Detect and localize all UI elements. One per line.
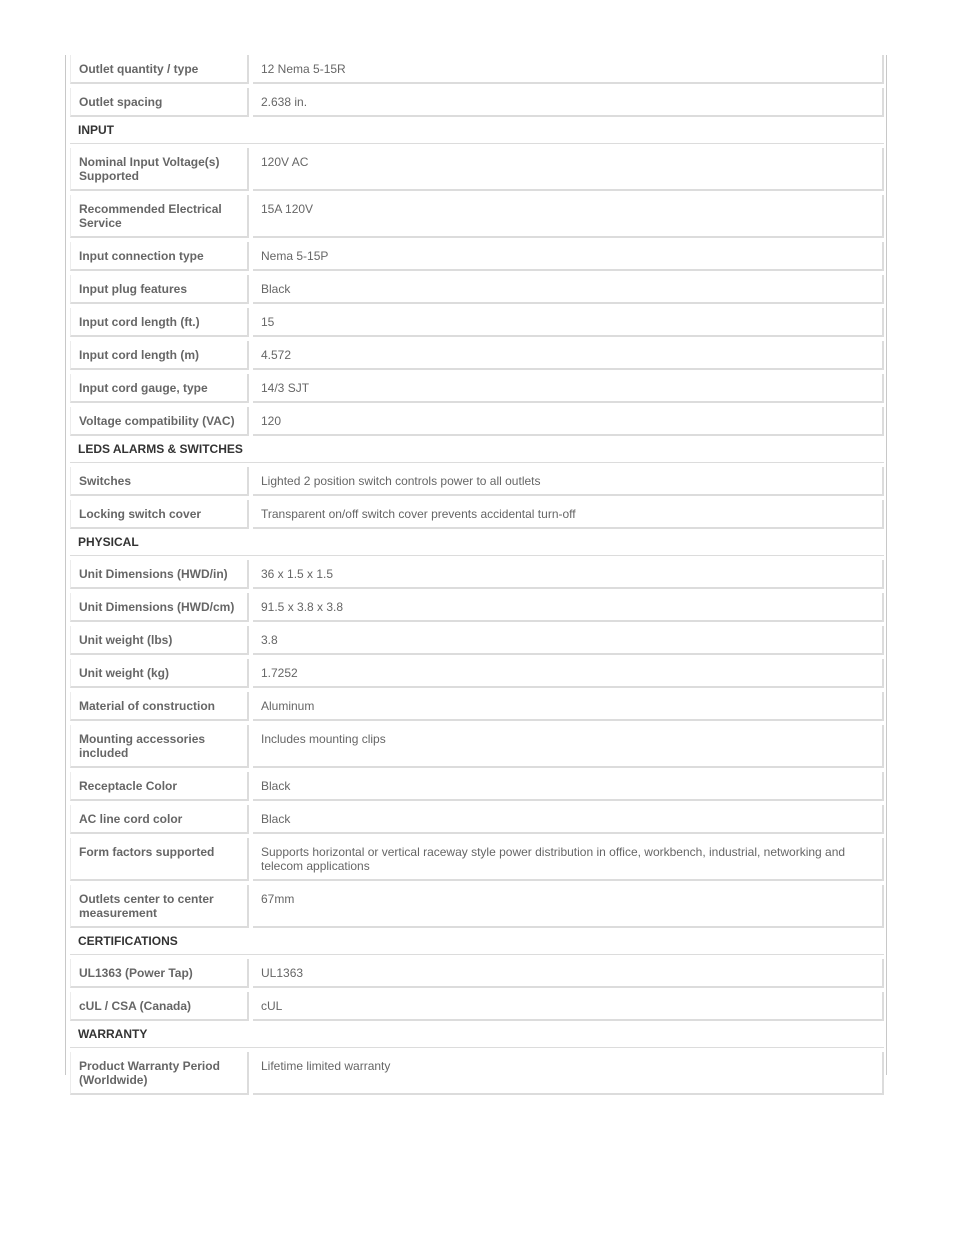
spec-row: [70, 772, 884, 801]
spec-value: 12 Nema 5-15R: [253, 55, 884, 84]
spec-row: [70, 593, 884, 622]
spec-value: Includes mounting clips: [253, 725, 884, 768]
spec-row: [70, 467, 884, 496]
section-header-physical: PHYSICAL: [70, 533, 884, 556]
spec-sheet: [65, 55, 887, 1087]
spec-label: Outlet spacing: [70, 88, 249, 117]
spec-value: Lighted 2 position switch controls power to all outlets: [253, 467, 884, 496]
spec-label: Switches: [70, 467, 249, 496]
section-header-warranty: WARRANTY: [70, 1025, 884, 1048]
spec-row: [70, 725, 884, 768]
spec-label: Unit Dimensions (HWD/cm): [70, 593, 249, 622]
spec-value: 4.572: [253, 341, 884, 370]
spec-value: Lifetime limited warranty: [253, 1052, 884, 1095]
spec-value: UL1363: [253, 959, 884, 988]
spec-label: Mounting accessories included: [70, 725, 249, 768]
spec-value: Black: [253, 275, 884, 304]
spec-label: Nominal Input Voltage(s) Supported: [70, 148, 249, 191]
spec-label: Locking switch cover: [70, 500, 249, 529]
spec-row: [70, 1052, 884, 1095]
spec-label: AC line cord color: [70, 805, 249, 834]
spec-label: Input cord length (m): [70, 341, 249, 370]
spec-label: Unit weight (kg): [70, 659, 249, 688]
spec-row: [70, 959, 884, 988]
spec-row: [70, 275, 884, 304]
spec-row: [70, 55, 884, 84]
spec-label: Outlet quantity / type: [70, 55, 249, 84]
spec-value: 120V AC: [253, 148, 884, 191]
spec-label: Input plug features: [70, 275, 249, 304]
spec-label: Receptacle Color: [70, 772, 249, 801]
section-header-leds-alarms-switches: LEDS ALARMS & SWITCHES: [70, 440, 884, 463]
spec-label: Recommended Electrical Service: [70, 195, 249, 238]
spec-row: [70, 341, 884, 370]
spec-value: 15: [253, 308, 884, 337]
spec-label: cUL / CSA (Canada): [70, 992, 249, 1021]
spec-row: [70, 992, 884, 1021]
spec-row: [70, 805, 884, 834]
spec-value: Black: [253, 772, 884, 801]
spec-row: [70, 838, 884, 881]
spec-label: Voltage compatibility (VAC): [70, 407, 249, 436]
spec-value: 2.638 in.: [253, 88, 884, 117]
spec-value: 120: [253, 407, 884, 436]
spec-label: Unit weight (lbs): [70, 626, 249, 655]
spec-value: Nema 5-15P: [253, 242, 884, 271]
spec-row: [70, 195, 884, 238]
spec-row: [70, 885, 884, 928]
spec-label: UL1363 (Power Tap): [70, 959, 249, 988]
spec-value: 15A 120V: [253, 195, 884, 238]
section-header-certifications: CERTIFICATIONS: [70, 932, 884, 955]
spec-label: Input connection type: [70, 242, 249, 271]
spec-value: 67mm: [253, 885, 884, 928]
spec-label: Unit Dimensions (HWD/in): [70, 560, 249, 589]
spec-row: [70, 626, 884, 655]
spec-value: cUL: [253, 992, 884, 1021]
section-header-input: INPUT: [70, 121, 884, 144]
spec-row: [70, 308, 884, 337]
spec-value: Transparent on/off switch cover prevents accidental turn-off: [253, 500, 884, 529]
spec-value: Supports horizontal or vertical raceway style power distribution in office, workbench, industrial, networking and telecom applications: [253, 838, 884, 881]
spec-value: 1.7252: [253, 659, 884, 688]
spec-label: Product Warranty Period (Worldwide): [70, 1052, 249, 1095]
spec-row: [70, 88, 884, 117]
spec-value: 91.5 x 3.8 x 3.8: [253, 593, 884, 622]
spec-table: [70, 55, 884, 1099]
spec-label: Material of construction: [70, 692, 249, 721]
spec-value: 3.8: [253, 626, 884, 655]
spec-row: [70, 148, 884, 191]
spec-label: Form factors supported: [70, 838, 249, 881]
spec-label: Input cord gauge, type: [70, 374, 249, 403]
spec-row: [70, 374, 884, 403]
spec-row: [70, 560, 884, 589]
spec-value: 36 x 1.5 x 1.5: [253, 560, 884, 589]
spec-value: Black: [253, 805, 884, 834]
spec-row: [70, 407, 884, 436]
spec-label: Input cord length (ft.): [70, 308, 249, 337]
spec-value: 14/3 SJT: [253, 374, 884, 403]
spec-row: [70, 659, 884, 688]
spec-label: Outlets center to center measurement: [70, 885, 249, 928]
spec-value: Aluminum: [253, 692, 884, 721]
spec-row: [70, 500, 884, 529]
spec-row: [70, 692, 884, 721]
spec-row: [70, 242, 884, 271]
